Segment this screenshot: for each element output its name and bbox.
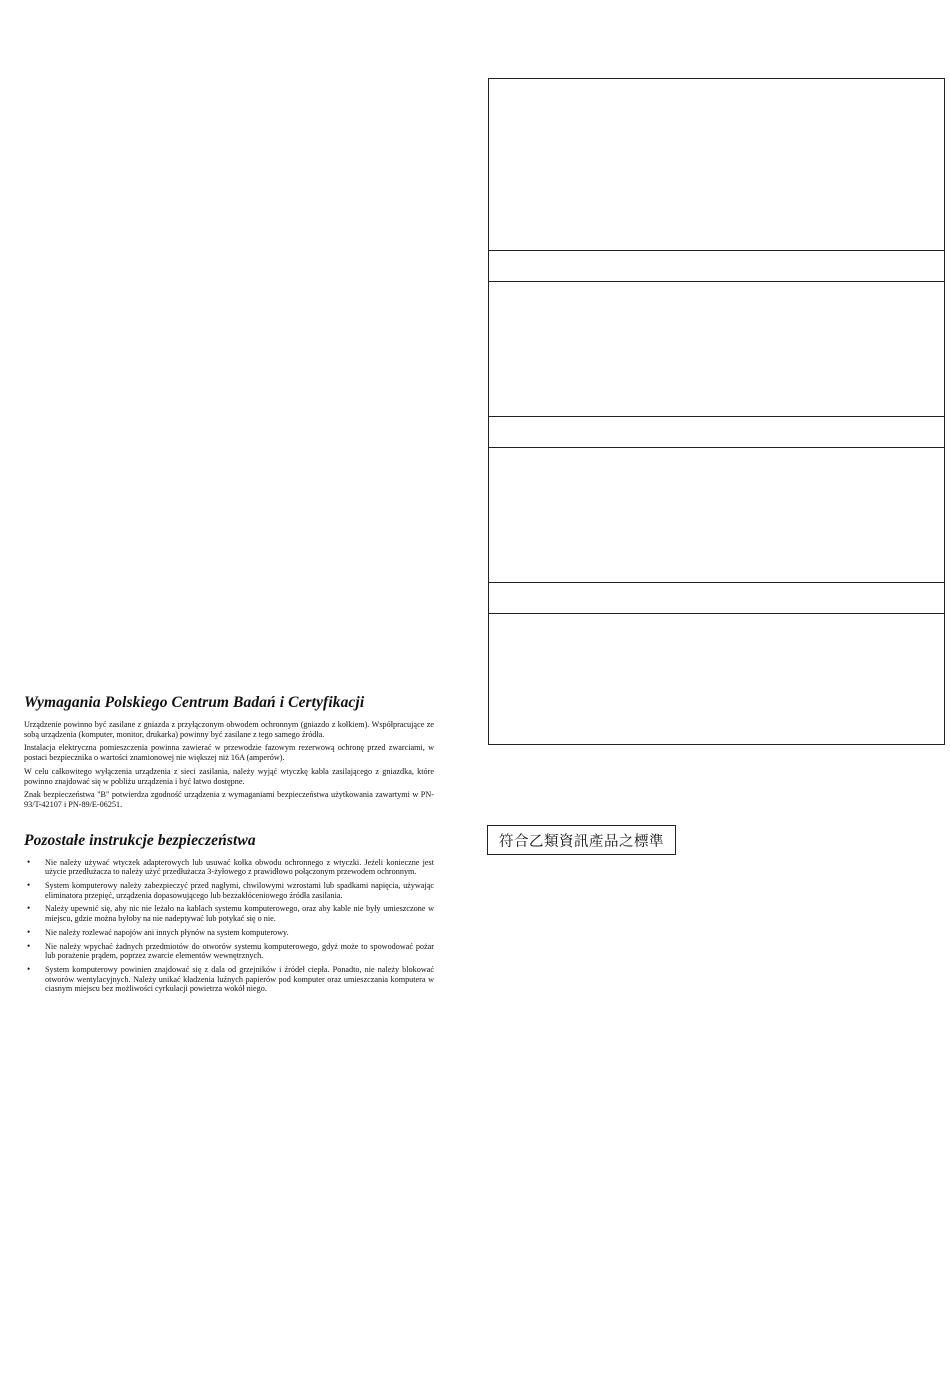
bullet-icon: • — [27, 856, 31, 867]
list-item — [24, 881, 434, 900]
other-instructions-heading: Pozostałe instrukcje bezpieczeństwa — [24, 831, 256, 849]
bullet-icon: • — [27, 880, 31, 891]
empty-boxed-panel — [488, 78, 945, 745]
list-item-text: Nie należy używać wtyczek adapterowych lub usuwać kołka obwodu ochronnego z wtyczki. Jeżeli konieczne jest użycie przedłużacza to należy użyć przedłużacza 3-żyłowego z prawidłowo połączonym przewodem ochronnym. — [45, 857, 434, 877]
panel-header-bar-1 — [489, 250, 944, 282]
requirements-paragraph: Instalacja elektryczna pomieszczenia powinna zawierać w przewodzie fazowym rezerwową ochronę przed zwarciami, w postaci bezpiecznika o wartości znamionowej nie większej niż 16A (amperów). — [24, 743, 434, 763]
bsmi-class-b-label: 符合乙類資訊產品之標準 — [487, 825, 676, 855]
list-item-text: Nie należy wpychać żadnych przedmiotów do otworów systemu komputerowego, gdyż może to spowodować pożar lub porażenie prądem, poprzez zwarcie elementów wewnętrznych. — [45, 941, 434, 961]
requirements-paragraph: Znak bezpieczeństwa "B" potwierdza zgodność urządzenia z wymaganiami bezpieczeństwa użytkowania zawartymi w PN-93/T-42107 i PN-89/E-06251. — [24, 790, 434, 809]
list-item — [24, 965, 434, 994]
bullet-icon: • — [27, 903, 31, 914]
polish-requirements-heading: Wymagania Polskiego Centrum Badań i Certyfikacji — [24, 694, 365, 711]
list-item — [24, 858, 434, 877]
list-item-text: System komputerowy powinien znajdować się z dala od grzejników i źródeł ciepła. Ponadto, nie należy blokować otworów wentylacyjnych. Należy unikać kładzenia luźnych papierów pod komputer oraz umieszczania komputera w ciasnym miejscu bez możliwości cyrkulacji powietrza wokół niego. — [45, 964, 434, 994]
panel-header-bar-2 — [489, 416, 944, 448]
requirements-paragraph: Urządzenie powinno być zasilane z gniazda z przyłączonym obwodem ochronnym (gniazdo z kołkiem). Współpracujące ze sobą urządzenia (komputer, monitor, drukarka) powinny być zasilane z tego samego źródła. — [24, 720, 434, 739]
bullet-icon: • — [27, 940, 31, 951]
bullet-icon: • — [27, 963, 31, 974]
panel-section-1 — [489, 79, 944, 250]
list-item — [24, 904, 434, 923]
panel-section-4 — [489, 614, 944, 743]
panel-section-2 — [489, 282, 944, 416]
requirements-paragraph: W celu całkowitego wyłączenia urządzenia z sieci zasilania, należy wyjąć wtyczkę kabla zasilającego z gniazdka, które powinno znajdować się w pobliżu urządzenia i być łatwo dostępne. — [24, 766, 434, 786]
list-item-text: Należy upewnić się, aby nic nie leżało na kablach systemu komputerowego, oraz aby kable nie były umieszczone w miejscu, gdzie można byłoby na nie nadeptywać lub potykać się o nie. — [45, 904, 434, 924]
left-column — [24, 694, 434, 998]
list-item-text: Nie należy rozlewać napojów ani innych płynów na system komputerowy. — [45, 927, 289, 937]
list-item — [24, 942, 434, 961]
bullet-icon: • — [27, 926, 31, 937]
list-item-text: System komputerowy należy zabezpieczyć przed nagłymi, chwilowymi wzrostami lub spadkami napięcia, używając eliminatora przepięć, urządzenia dopasowującego lub bezzakłóceniowego źródła zasilania. — [45, 881, 434, 900]
panel-header-bar-3 — [489, 582, 944, 614]
safety-instructions-list — [24, 858, 434, 994]
panel-section-3 — [489, 448, 944, 582]
list-item — [24, 928, 434, 938]
